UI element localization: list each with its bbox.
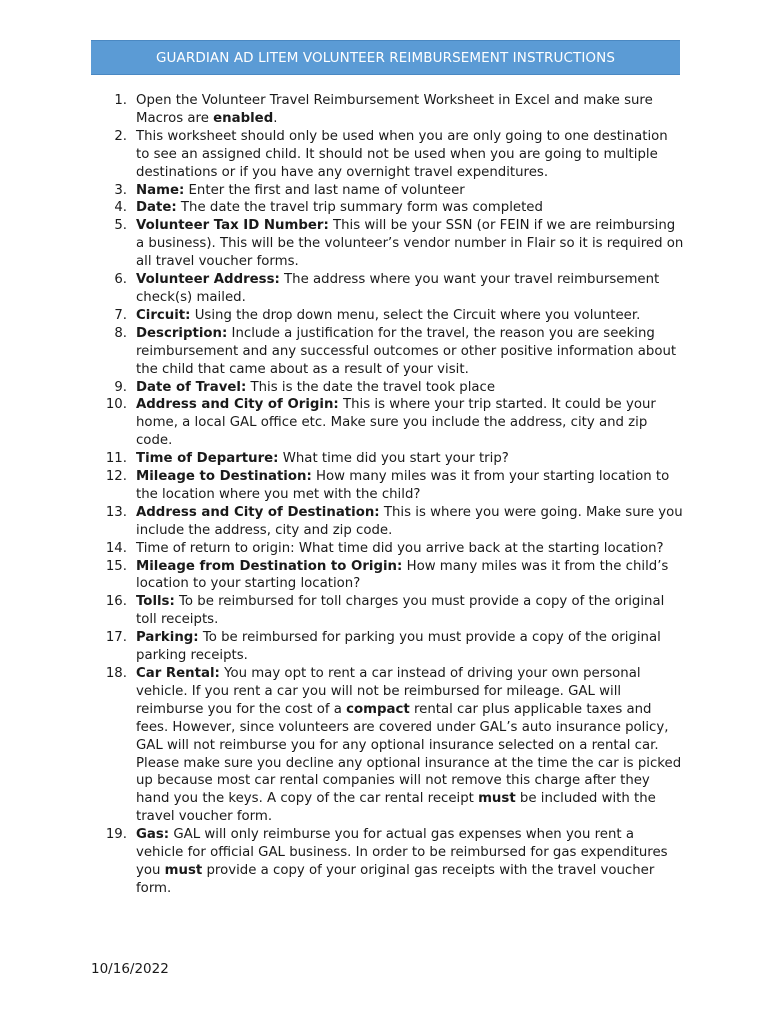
item-label: Parking: <box>136 630 199 646</box>
item-number: 8. <box>114 325 127 341</box>
item-number: 10. <box>105 397 127 413</box>
item-number: 19. <box>105 827 127 843</box>
item-text-run: This is the date the travel took place <box>246 379 496 395</box>
list-item <box>94 450 684 468</box>
item-label: Date of Travel: <box>136 379 247 395</box>
item-label: Volunteer Tax ID Number: <box>136 218 329 234</box>
list-item <box>94 540 684 558</box>
item-text <box>136 326 676 377</box>
page-title: GUARDIAN AD LITEM VOLUNTEER REIMBURSEMENT INSTRUCTIONS <box>155 49 615 66</box>
item-text-run: rental car plus applicable taxes and fees. However, since volunteers are covered under GAL’s auto insurance policy, GAL will not reimburse you for any optional insurance selected on a rental car. Please make sure you decline any optional insurance at the time the car is picked up because most car rental companies will not remove this charge after they hand you the keys. A copy of the car rental receipt <box>136 701 682 807</box>
list-item <box>94 379 684 397</box>
item-text <box>136 559 668 592</box>
list-item <box>94 307 684 325</box>
list-item <box>94 665 684 826</box>
item-number: 1. <box>114 93 127 108</box>
item-text <box>136 630 661 663</box>
item-number: 16. <box>105 594 127 610</box>
item-number: 4. <box>114 200 127 216</box>
item-number: 11. <box>105 451 127 467</box>
item-label: Gas: <box>136 827 170 843</box>
item-text <box>136 505 683 538</box>
item-number: 13. <box>105 504 127 520</box>
item-number: 5. <box>114 218 127 234</box>
item-text <box>136 93 653 126</box>
footer-date: 10/16/2022 <box>91 961 169 977</box>
item-text-run: Open the Volunteer Travel Reimbursement Worksheet in Excel and make sure Macros are <box>136 93 653 126</box>
item-text <box>136 183 465 198</box>
item-number: 6. <box>114 272 127 288</box>
item-label: Tolls: <box>136 594 175 610</box>
item-text <box>136 308 640 323</box>
item-number: 12. <box>105 469 127 485</box>
item-number: 14. <box>105 540 127 556</box>
item-text-run: To be reimbursed for parking you must provide a copy of the original parking receipts. <box>136 630 661 664</box>
list-item <box>94 217 684 271</box>
item-text-run: This is where you were going. Make sure you include the address, city and zip code. <box>136 504 683 538</box>
item-number: 7. <box>114 307 127 323</box>
item-label: Time of Departure: <box>136 451 279 467</box>
list-item <box>94 468 684 504</box>
list-item <box>94 558 684 594</box>
header-banner <box>91 40 680 75</box>
list-item <box>94 826 684 898</box>
item-number: 3. <box>114 182 127 198</box>
item-text <box>136 666 681 824</box>
item-label: Date: <box>136 200 177 216</box>
item-label: Circuit: <box>136 307 191 323</box>
item-text <box>136 594 664 627</box>
item-text-run: provide a copy of your original gas receipts with the travel voucher form. <box>136 862 655 896</box>
instructions-list <box>94 92 684 898</box>
list-item <box>94 271 684 307</box>
item-text <box>136 272 659 305</box>
item-text-run: be included with the travel voucher form. <box>136 791 656 825</box>
item-text-run: . <box>273 110 278 126</box>
item-text-run: This will be your SSN (or FEIN if we are reimbursing a business). This will be the volunteer’s vendor number in Flair so it is required on all travel voucher forms. <box>136 218 684 270</box>
item-text-run: Include a justification for the travel, the reason you are seeking reimbursement and any successful outcomes or other positive information about the child that came about as a result of your visit. <box>136 325 677 377</box>
item-label: compact <box>346 701 410 717</box>
item-text-run: Time of return to origin: What time did you arrive back at the starting location? <box>136 540 664 556</box>
item-text-run: How many miles was it from your starting location to the location where you met with the child? <box>136 469 670 502</box>
item-label: Address and City of Destination: <box>136 504 380 520</box>
item-label: Name: <box>136 182 185 198</box>
list-item <box>94 504 684 540</box>
item-number: 18. <box>105 666 127 681</box>
item-text <box>136 129 668 180</box>
item-text <box>136 451 509 466</box>
list-item <box>94 128 684 182</box>
list-item <box>94 396 684 450</box>
item-label: Mileage to Destination: <box>136 469 312 485</box>
item-label: must <box>478 791 516 807</box>
item-label: Car Rental: <box>136 666 220 681</box>
item-label: Description: <box>136 325 228 341</box>
item-number: 15. <box>105 558 127 574</box>
item-text <box>136 218 683 269</box>
item-text-run: Enter the first and last name of volunteer <box>184 182 465 198</box>
item-text-run: To be reimbursed for toll charges you must provide a copy of the original toll receipts. <box>136 594 665 628</box>
item-label: Volunteer Address: <box>136 272 280 288</box>
list-item <box>94 629 684 665</box>
item-label: Address and City of Origin: <box>136 397 339 413</box>
item-number: 9. <box>114 379 127 395</box>
list-item <box>94 182 684 200</box>
item-label: Mileage from Destination to Origin: <box>136 558 403 574</box>
list-item <box>94 199 684 217</box>
list-item <box>94 593 684 629</box>
item-label: must <box>164 862 203 878</box>
item-text-run: What time did you start your trip? <box>278 451 509 467</box>
item-text-run: This worksheet should only be used when you are only going to one destination to see an assigned child. It should not be used when you are going to multiple destinations or if you have any overnight travel expenditures. <box>136 128 668 180</box>
item-text <box>136 397 656 448</box>
item-text-run: You may opt to rent a car instead of driving your own personal vehicle. If you rent a car you will not be reimbursed for mileage. GAL will reimburse you for the cost of a <box>136 666 641 717</box>
item-text <box>136 380 495 395</box>
item-text-run: How many miles was it from the child’s location to your starting location? <box>136 558 669 592</box>
item-number: 17. <box>105 630 127 646</box>
item-text-run: This is where your trip started. It could be your home, a local GAL office etc. Make sure you include the address, city and zip code. <box>136 397 656 449</box>
item-text-run: GAL will only reimburse you for actual gas expenses when you rent a vehicle for official GAL business. In order to be reimbursed for gas expenditures you <box>136 827 668 878</box>
item-number: 2. <box>114 128 127 144</box>
item-text <box>136 827 668 896</box>
item-text-run: The date the travel trip summary form was completed <box>176 200 543 216</box>
item-text-run: The address where you want your travel reimbursement check(s) mailed. <box>136 272 660 305</box>
item-label: enabled <box>213 110 274 126</box>
list-item <box>94 325 684 379</box>
item-text <box>136 200 543 215</box>
list-item <box>94 92 684 128</box>
item-text <box>136 469 669 502</box>
item-text <box>136 541 664 556</box>
item-text-run: Using the drop down menu, select the Circuit where you volunteer. <box>190 307 641 323</box>
